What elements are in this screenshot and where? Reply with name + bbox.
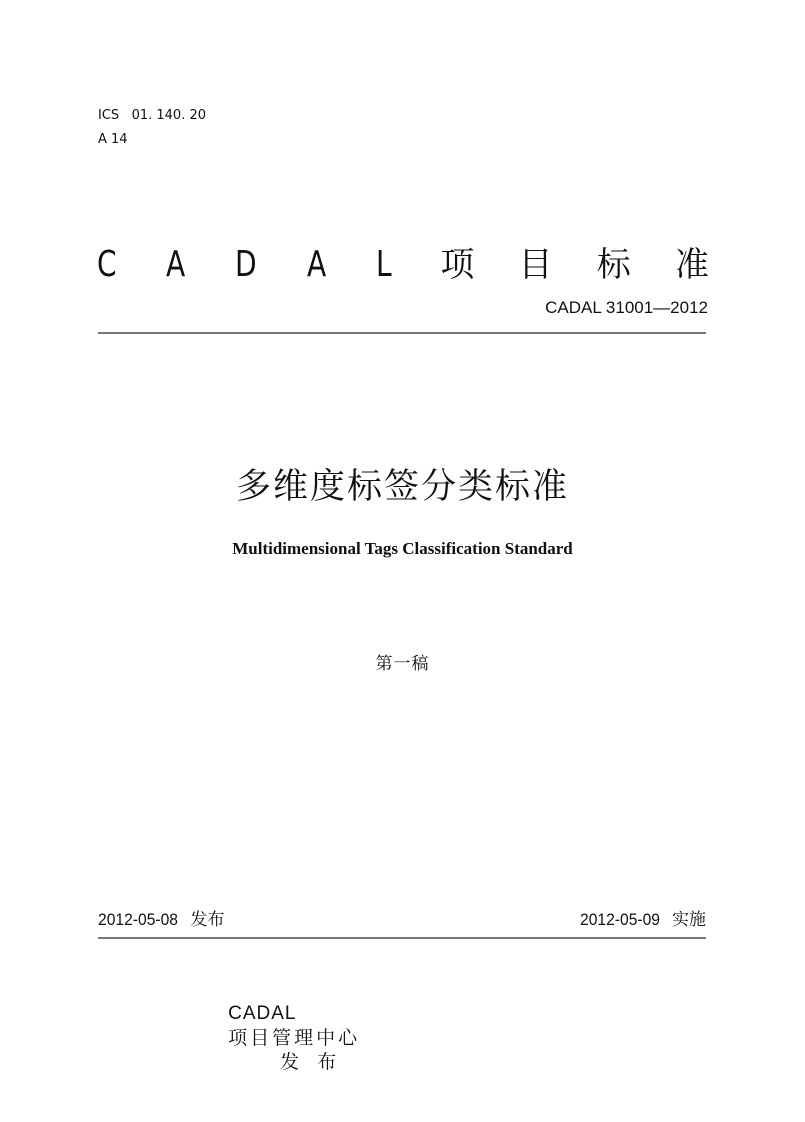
series-char: 标 xyxy=(596,245,631,285)
series-char: D xyxy=(235,244,257,285)
series-char: 目 xyxy=(518,245,553,285)
ics-number: 01. 140. 20 xyxy=(131,108,207,123)
document-title-chinese: 多维度标签分类标准 xyxy=(235,467,569,507)
ics-label: ICS xyxy=(98,108,120,123)
publisher-org-en: CADAL xyxy=(228,1003,297,1024)
publisher-issue-label: 发布 xyxy=(280,1051,355,1073)
series-char: 项 xyxy=(440,245,475,285)
publisher-org-cn: 项目管理中心 xyxy=(228,1027,361,1049)
standard-code: CADAL 31001—2012 xyxy=(545,298,708,317)
release-date xyxy=(98,909,224,931)
series-char: A xyxy=(307,244,327,285)
release-date-value: 2012-05-08 xyxy=(98,910,179,929)
release-date-label: 发布 xyxy=(190,910,225,930)
effective-date-label: 实施 xyxy=(672,910,706,930)
draft-label: 第一稿 xyxy=(375,654,430,674)
standard-series-title xyxy=(97,243,709,287)
effective-date xyxy=(580,909,706,931)
effective-date-value: 2012-05-09 xyxy=(579,910,660,929)
classification-code: A 14 xyxy=(98,132,128,147)
series-char: L xyxy=(376,244,392,285)
series-char: A xyxy=(166,244,186,285)
series-char: C xyxy=(97,244,117,285)
header-divider xyxy=(98,332,706,334)
publisher-line xyxy=(216,977,360,1074)
series-char: 准 xyxy=(674,245,709,285)
ics-code xyxy=(98,108,206,124)
footer-divider xyxy=(98,937,706,939)
document-title-english: Multidimensional Tags Classification Standard xyxy=(232,539,573,558)
